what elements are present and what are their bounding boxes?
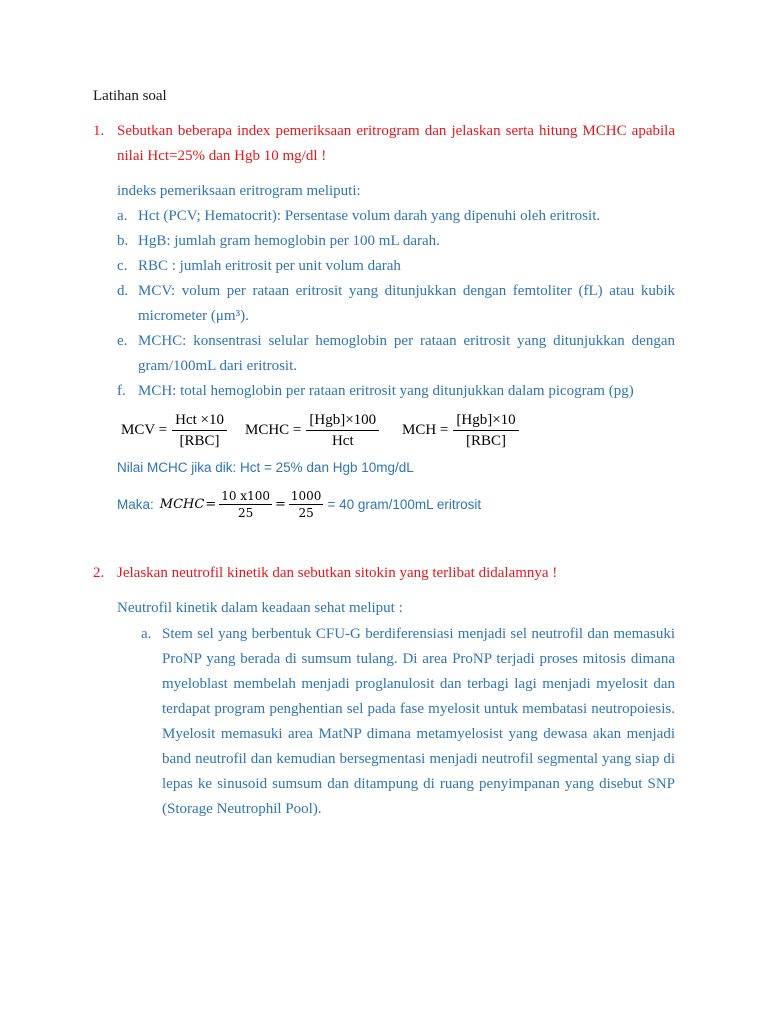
formula-denominator: [RBC] <box>466 432 507 449</box>
calc-variable: MCHC <box>159 496 205 512</box>
formula-numerator: [Hgb]×10 <box>453 411 518 431</box>
mchc-calculation <box>117 486 481 522</box>
formula-row <box>121 408 541 452</box>
list-text: Hct (PCV; Hematocrit): Persentase volum darah yang dipenuhi oleh eritrosit. <box>138 208 601 224</box>
formula-fraction <box>306 411 379 450</box>
calc-equals: = <box>205 496 217 512</box>
calc-numerator: 10 x100 <box>221 488 270 503</box>
list-text: Stem sel yang berbentuk CFU-G berdiferensiasi menjadi sel neutrofil dan memasuki ProNP yang berada di sumsum tulang. Di area ProNP terjadi proses mitosis dimana myeloblast membelah menjadi proglanulosit dan terbagi lagi menjadi myelosit dan terdapat program penghentian sel pada fase myelosit untuk membatasi neutropoiesis. Myelosit memasuki area MatNP dimana metamyelosist yang dewasa akan menjadi band neutrofil dan kemudian bersegmentasi menjadi neutrofil segmental yang siap di lepas ke sinusoid sumsum dan ditampung di ruang penyimpanan yang disebut SNP (Storage Neutrophil Pool). <box>162 626 675 817</box>
list-item <box>117 204 675 229</box>
list-marker: d. <box>117 283 129 299</box>
mch-formula <box>402 408 519 452</box>
formula-denominator: [RBC] <box>179 432 220 449</box>
list-marker: f. <box>117 383 126 399</box>
formula-denominator: Hct <box>331 432 354 449</box>
list-item <box>117 379 675 404</box>
calc-fraction-1 <box>219 488 272 521</box>
list-text: RBC : jumlah eritrosit per unit volum darah <box>138 258 401 274</box>
list-item <box>141 622 675 822</box>
calc-numerator: 1000 <box>290 488 322 503</box>
list-item <box>117 254 675 279</box>
list-item <box>117 279 675 329</box>
formula-fraction <box>453 411 518 450</box>
mchc-formula <box>245 408 379 452</box>
formula-lhs: MCH = <box>402 421 449 438</box>
mcv-formula <box>121 408 227 452</box>
question-text: Sebutkan beberapa index pemeriksaan eritrogram dan jelaskan serta hitung MCHC apabila nilai Hct=25% dan Hgb 10 mg/dl ! <box>117 123 675 164</box>
answer-1-intro: indeks pemeriksaan eritrogram meliputi: <box>117 183 361 199</box>
list-marker: a. <box>117 208 128 224</box>
calc-result: = 40 gram/100mL eritrosit <box>327 496 482 512</box>
question-text: Jelaskan neutrofil kinetik dan sebutkan sitokin yang terlibat didalamnya ! <box>117 565 558 581</box>
formula-numerator: [Hgb]×100 <box>306 411 379 431</box>
calc-fraction-2 <box>289 488 324 521</box>
list-marker: b. <box>117 233 129 249</box>
calc-prefix: Maka: <box>117 496 154 512</box>
formula-lhs: MCV = <box>121 421 168 438</box>
list-text: MCHC: konsentrasi selular hemoglobin per rataan eritrosit yang ditunjukkan dengan gram/100mL dari eritrosit. <box>138 333 675 374</box>
list-text: HgB: jumlah gram hemoglobin per 100 mL darah. <box>138 233 440 249</box>
answer-2-intro: Neutrofil kinetik dalam keadaan sehat meliput : <box>117 600 403 616</box>
question-number: 2. <box>93 565 105 581</box>
calc-equals: = <box>274 496 286 512</box>
list-item <box>117 329 675 379</box>
list-text: MCH: total hemoglobin per rataan eritrosit yang ditunjukkan dalam picogram (pg) <box>138 383 634 399</box>
list-marker: a. <box>141 626 152 642</box>
question-2 <box>93 561 675 586</box>
list-marker: e. <box>117 333 128 349</box>
question-1 <box>93 119 675 169</box>
given-values: Nilai MCHC jika dik: Hct = 25% dan Hgb 10mg/dL <box>117 460 414 475</box>
formula-numerator: Hct ×10 <box>172 411 227 431</box>
calc-denominator: 25 <box>237 505 254 520</box>
list-text: MCV: volum per rataan eritrosit yang ditunjukkan dengan femtoliter (fL) atau kubik micrometer (μm³). <box>138 283 675 324</box>
question-number: 1. <box>93 123 105 139</box>
document-title: Latihan soal <box>93 88 167 104</box>
formula-fraction <box>172 411 227 450</box>
list-item <box>117 229 675 254</box>
calc-denominator: 25 <box>298 505 314 520</box>
formula-lhs: MCHC = <box>245 421 302 438</box>
list-marker: c. <box>117 258 128 274</box>
